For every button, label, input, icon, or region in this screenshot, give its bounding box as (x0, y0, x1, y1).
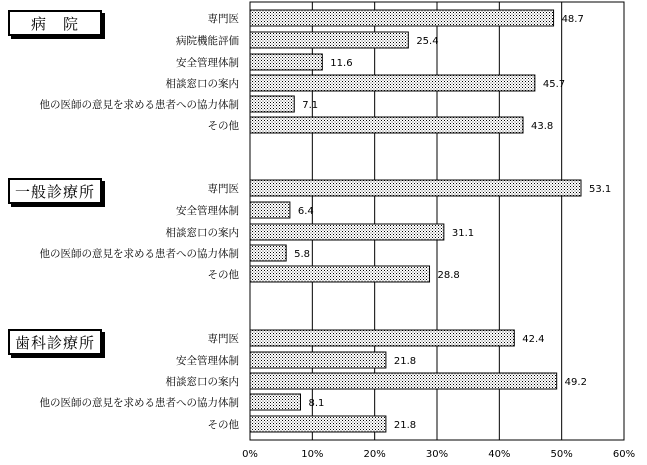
x-tick-label: 60% (612, 449, 636, 460)
x-tick-label: 50% (550, 449, 573, 460)
bar (250, 202, 290, 218)
bar (250, 394, 300, 410)
x-tick-label: 40% (488, 449, 511, 460)
category-label: 他の医師の意見を求める患者への協力体制 (39, 99, 239, 111)
bar (250, 245, 286, 261)
bar (250, 330, 514, 346)
bar (250, 96, 294, 112)
category-label: 安全管理体制 (176, 57, 239, 69)
value-label: 49.2 (564, 377, 587, 388)
group-title-box: 一般診療所 (8, 178, 102, 204)
bar (250, 416, 386, 432)
value-label: 21.8 (393, 356, 417, 367)
bar (250, 32, 408, 48)
value-label: 21.8 (393, 420, 417, 431)
category-label: 専門医 (207, 183, 239, 195)
x-tick-label: 0% (242, 449, 258, 460)
x-tick-label: 20% (363, 449, 386, 460)
value-label: 5.8 (294, 249, 311, 260)
category-label: その他 (207, 419, 239, 431)
bar (250, 266, 430, 282)
category-label: 病院機能評価 (176, 35, 239, 47)
category-label: 相談窓口の案内 (165, 376, 239, 388)
bar (250, 54, 322, 70)
category-label: 相談窓口の案内 (165, 78, 239, 90)
category-label: 他の医師の意見を求める患者への協力体制 (39, 397, 239, 409)
value-label: 53.1 (588, 184, 612, 195)
category-label: 安全管理体制 (176, 355, 239, 367)
x-tick-label: 30% (425, 449, 449, 460)
category-label: 他の医師の意見を求める患者への協力体制 (39, 248, 239, 260)
value-label: 42.4 (522, 334, 545, 345)
value-label: 25.4 (416, 36, 439, 47)
category-label: 専門医 (207, 333, 239, 345)
category-label: その他 (207, 120, 239, 132)
value-label: 7.1 (302, 100, 319, 111)
bar (250, 75, 535, 91)
category-label: 専門医 (207, 13, 239, 25)
category-label: 相談窓口の案内 (165, 227, 239, 239)
group-title-box: 歯科診療所 (8, 329, 102, 355)
value-label: 8.1 (308, 398, 325, 409)
value-label: 6.4 (297, 206, 314, 217)
value-label: 28.8 (437, 270, 460, 281)
value-label: 45.7 (542, 79, 566, 90)
bar (250, 180, 581, 196)
bar (250, 373, 557, 389)
bar (250, 117, 523, 133)
value-label: 43.8 (531, 121, 554, 132)
category-label: 安全管理体制 (176, 205, 239, 217)
bar (250, 10, 554, 26)
bar (250, 352, 386, 368)
category-label: その他 (207, 269, 239, 281)
group-title-box: 病 院 (8, 10, 102, 36)
value-label: 48.7 (561, 14, 584, 25)
x-tick-label: 10% (301, 449, 324, 460)
value-label: 11.6 (330, 58, 353, 69)
value-label: 31.1 (451, 228, 475, 239)
bar (250, 224, 444, 240)
